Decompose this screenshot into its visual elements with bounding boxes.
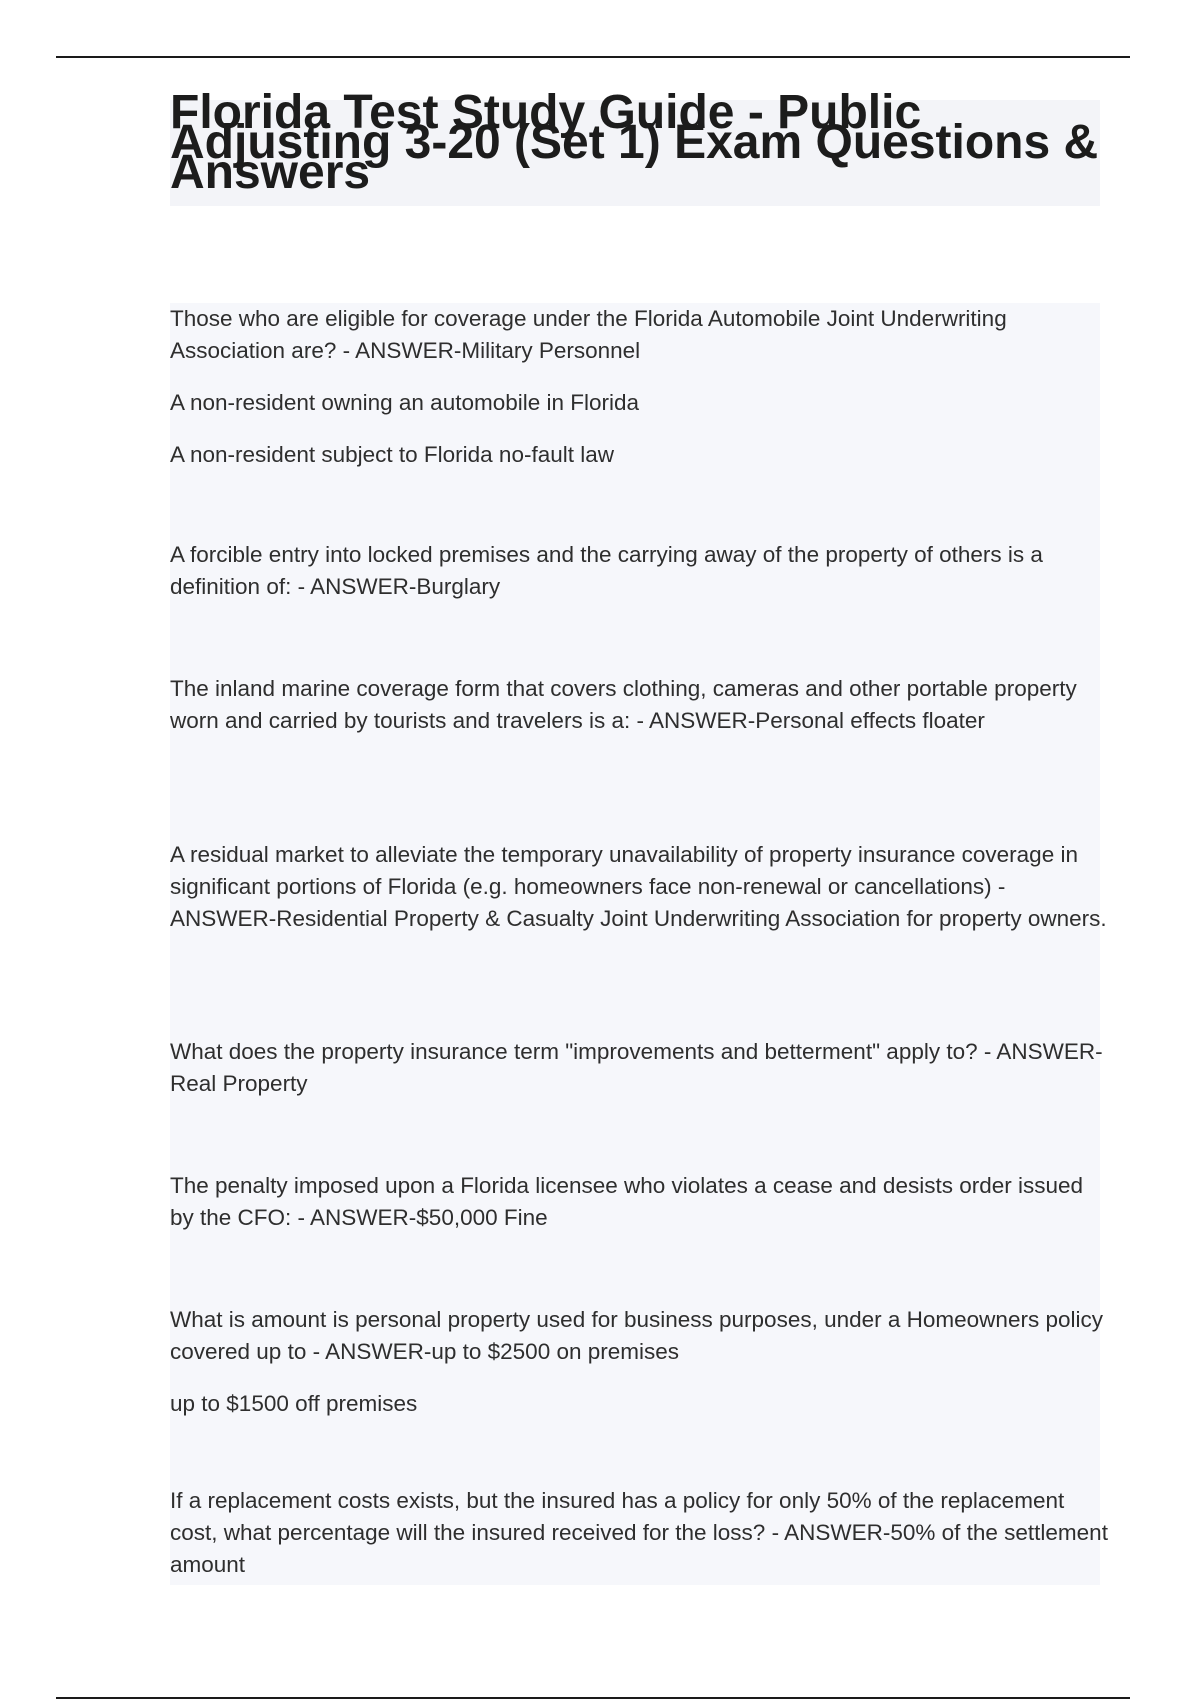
qa-item-2 (170, 539, 1110, 603)
qa-item-6 (170, 1170, 1110, 1234)
qa-text: The penalty imposed upon a Florida licensee who violates a cease and desists order issued by the CFO: - ANSWER-$50,000 Fine (170, 1173, 1084, 1230)
qa-extra-line: A non-resident subject to Florida no-fault law (170, 442, 614, 467)
qa-text: What is amount is personal property used for business purposes, under a Homeowners policy covered up to - ANSWER-up to $2500 on premises (170, 1307, 1103, 1364)
qa-extra-line: A non-resident owning an automobile in Florida (170, 390, 640, 415)
qa-item-1 (170, 303, 1110, 471)
qa-text: If a replacement costs exists, but the insured has a policy for only 50% of the replacement cost, what percentage will the insured received for the loss? - ANSWER-50% of the settlement amount (170, 1488, 1108, 1577)
qa-item-4 (170, 839, 1110, 935)
qa-item-3 (170, 673, 1110, 737)
qa-list (170, 303, 1108, 1585)
bottom-rule (56, 1697, 1130, 1699)
title-block (170, 86, 1100, 206)
qa-extra-line: up to $1500 off premises (170, 1391, 418, 1416)
top-rule (56, 56, 1130, 58)
qa-item-8 (170, 1485, 1110, 1581)
qa-text: A forcible entry into locked premises and the carrying away of the property of others is a definition of: - ANSWER-Burglary (170, 542, 1043, 599)
qa-text: Those who are eligible for coverage under the Florida Automobile Joint Underwriting Association are? - ANSWER-Military Personnel (170, 306, 1007, 363)
qa-text: The inland marine coverage form that covers clothing, cameras and other portable property worn and carried by tourists and travelers is a: - ANSWER-Personal effects floater (170, 676, 1077, 733)
qa-item-5 (170, 1036, 1110, 1100)
qa-item-7 (170, 1304, 1110, 1420)
qa-text: What does the property insurance term "improvements and betterment" apply to? - ANSWER-Real Property (170, 1039, 1103, 1096)
page-title: Florida Test Study Guide - Public Adjusting 3-20 (Set 1) Exam Questions & Answers (170, 86, 1099, 199)
qa-text: A residual market to alleviate the temporary unavailability of property insurance coverage in significant portions of Florida (e.g. homeowners face non-renewal or cancellations) - ANSWER-Residential Property & Casualty Joint Underwriting Association for property owners. (170, 842, 1107, 931)
